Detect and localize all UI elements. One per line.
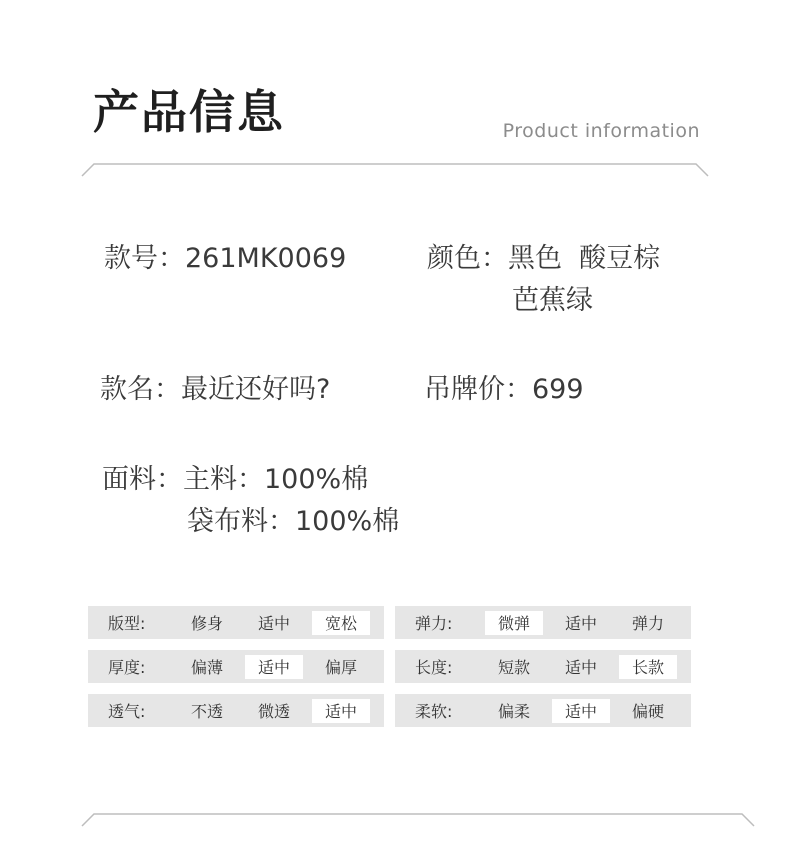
attribute-option: 适中	[564, 614, 597, 633]
fabric-label: 面料：	[102, 464, 183, 495]
attribute-option: 偏厚	[324, 658, 357, 677]
fabric-field	[102, 466, 368, 493]
fabric-main-value: 主料：100%棉	[183, 464, 369, 495]
attribute-option: 弹力	[631, 614, 664, 633]
attribute-name: 版型:	[108, 614, 146, 633]
attribute-option-selected: 适中	[312, 699, 370, 723]
attribute-option: 适中	[564, 658, 597, 677]
page-title: 产品信息	[93, 85, 285, 139]
style-name-field	[100, 376, 330, 403]
top-divider	[0, 160, 790, 180]
attribute-table	[88, 606, 691, 727]
attribute-option: 适中	[257, 614, 290, 633]
attribute-name: 长度:	[415, 658, 453, 677]
attribute-name: 透气:	[108, 702, 146, 721]
attribute-row	[88, 606, 384, 639]
attribute-option: 偏薄	[190, 658, 223, 677]
style-name-label: 款名：	[100, 374, 181, 405]
price-field	[424, 376, 584, 403]
attribute-option: 不透	[190, 702, 223, 721]
attribute-name: 弹力:	[415, 614, 453, 633]
price-label: 吊牌价：	[424, 374, 532, 405]
attribute-row	[88, 650, 384, 683]
attribute-name: 柔软:	[415, 702, 453, 721]
fabric-pocket-value: 袋布料：100%棉	[187, 506, 400, 537]
attribute-option-selected: 宽松	[312, 611, 370, 635]
color-value: 黑色 酸豆棕	[508, 243, 661, 274]
attribute-option-selected: 长款	[619, 655, 677, 679]
attribute-row	[88, 694, 384, 727]
attribute-option: 短款	[497, 658, 530, 677]
attribute-option: 偏柔	[497, 702, 530, 721]
style-number-label: 款号：	[104, 243, 185, 274]
attribute-option-selected: 适中	[245, 655, 303, 679]
style-number-field	[104, 245, 346, 272]
page-subtitle: Product information	[502, 120, 700, 142]
style-number-value: 261MK0069	[185, 243, 347, 274]
attribute-option: 修身	[190, 614, 223, 633]
price-value: 699	[532, 374, 584, 405]
attribute-option-selected: 适中	[552, 699, 610, 723]
attribute-row	[395, 650, 691, 683]
attribute-option-selected: 微弹	[485, 611, 543, 635]
bottom-divider	[0, 810, 790, 830]
color-value-line2: 芭蕉绿	[512, 285, 593, 316]
attribute-option: 微透	[257, 702, 290, 721]
attribute-row	[395, 694, 691, 727]
attribute-row	[395, 606, 691, 639]
style-name-value: 最近还好吗?	[181, 374, 331, 405]
attribute-option: 偏硬	[631, 702, 664, 721]
color-field	[427, 245, 660, 272]
attribute-name: 厚度:	[108, 658, 146, 677]
color-label: 颜色：	[427, 243, 508, 274]
